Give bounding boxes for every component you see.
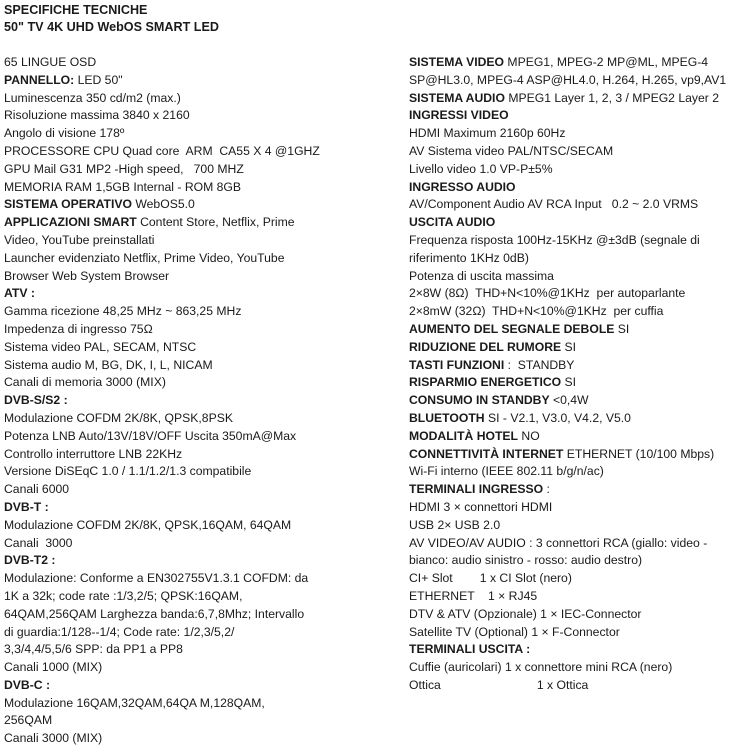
- spec-value: WebOS5.0: [131, 197, 195, 212]
- spec-line: bianco: audio sinistro - rosso: audio destro): [409, 553, 643, 568]
- spec-value: SI - V2.1, V3.0, V4.2, V5.0: [484, 410, 631, 425]
- spec-line: Cuffie (auricolari) 1 x connettore mini RCA (nero): [409, 660, 673, 675]
- spec-line: Versione DiSEqC 1.0 / 1.1/1.2/1.3 compatibile: [4, 464, 252, 479]
- spec-function-keys: [409, 357, 749, 375]
- spec-hotel-mode: [409, 428, 749, 446]
- spec-value: SI: [614, 321, 630, 336]
- section-heading-dvbt2: DVB-T2 :: [4, 553, 56, 568]
- right-column: [409, 54, 749, 695]
- spec-line: Canali 6000: [4, 482, 70, 497]
- spec-label: PANNELLO:: [4, 72, 75, 87]
- spec-line: di guardia:1/128--1/4; Code rate: 1/2,3/5,2/: [4, 624, 235, 639]
- spec-line: AV Sistema video PAL/NTSC/SECAM: [409, 143, 614, 158]
- section-heading-dvbt: DVB-T :: [4, 499, 49, 514]
- spec-line: Impedenza di ingresso 75Ω: [4, 321, 153, 336]
- spec-line: DTV & ATV (Opzionale) 1 × IEC-Connector: [409, 606, 642, 621]
- spec-line: Canali 3000: [4, 535, 73, 550]
- spec-label: CONSUMO IN STANDBY: [409, 393, 550, 408]
- spec-line: Frequenza risposta 100Hz-15KHz @±3dB (segnale di: [409, 232, 700, 247]
- spec-line: Modulazione: Conforme a EN302755V1.3.1 COFDM: da: [4, 571, 309, 586]
- doc-title: SPECIFICHE TECNICHE: [4, 3, 148, 17]
- spec-line: Video, YouTube preinstallati: [4, 232, 155, 247]
- spec-value: MPEG1, MPEG-2 MP@ML, MPEG-4: [504, 55, 709, 69]
- spec-value: 1 x Ottica: [536, 677, 589, 692]
- spec-line: Modulazione COFDM 2K/8K, QPSK,16QAM, 64QAM: [4, 517, 292, 532]
- spec-value: NO: [518, 428, 540, 443]
- spec-line: Potenza di uscita massima: [409, 268, 554, 283]
- spec-line: SP@HL3.0, MPEG-4 ASP@HL4.0, H.264, H.265, vp9,AV1: [409, 72, 727, 87]
- spec-label: BLUETOOTH: [409, 410, 485, 425]
- spec-label: AUMENTO DEL SEGNALE DEBOLE: [409, 321, 615, 336]
- spec-line: Wi-Fi interno (IEEE 802.11 b/g/n/ac): [409, 464, 604, 479]
- spec-line: CI+ Slot 1 x CI Slot (nero): [409, 571, 572, 586]
- spec-value: LED 50": [74, 72, 123, 87]
- spec-value: <0,4W: [549, 393, 589, 408]
- spec-line: AV/Component Audio AV RCA Input 0.2 ~ 2.0 VRMS: [409, 197, 699, 212]
- section-heading-input-terminals: [409, 481, 749, 499]
- section-heading-output-terminals: TERMINALI USCITA :: [409, 642, 531, 657]
- spec-line: ETHERNET 1 × RJ45: [409, 588, 538, 603]
- spec-line: Livello video 1.0 VP-P±5%: [409, 161, 553, 176]
- spec-os: [4, 196, 404, 214]
- spec-line: AV VIDEO/AV AUDIO : 3 connettori RCA (giallo: video -: [409, 535, 708, 550]
- document-header: [4, 2, 219, 36]
- spec-label: RIDUZIONE DEL RUMORE: [409, 339, 562, 354]
- spec-line: HDMI 3 × connettori HDMI: [409, 499, 553, 514]
- spec-line: Modulazione COFDM 2K/8K, QPSK,8PSK: [4, 410, 233, 425]
- spec-value: ETHERNET (10/100 Mbps): [563, 446, 715, 461]
- spec-energy-saving: [409, 374, 749, 392]
- spec-line: Angolo di visione 178º: [4, 126, 125, 141]
- spec-line: USB 2× USB 2.0: [409, 517, 501, 532]
- spec-line: Potenza LNB Auto/13V/18V/OFF Uscita 350mA@Max: [4, 428, 297, 443]
- spec-label: CONNETTIVITÀ INTERNET: [409, 446, 564, 461]
- spec-panel: [4, 72, 404, 90]
- spec-smart-apps: [4, 214, 404, 232]
- spec-line: Launcher evidenziato Netflix, Prime Video, YouTube: [4, 250, 285, 265]
- spec-value: Content Store, Netflix, Prime: [136, 215, 295, 230]
- left-column: [4, 54, 404, 748]
- spec-line: Luminescenza 350 cd/m2 (max.): [4, 90, 181, 105]
- spec-label: TASTI FUNZIONI: [409, 357, 505, 372]
- spec-line: 256QAM: [4, 713, 53, 728]
- spec-line: GPU Mail G31 MP2 -High speed, 700 MHZ: [4, 161, 244, 176]
- spec-line: Canali 3000 (MIX): [4, 731, 103, 746]
- spec-value: SI: [561, 339, 577, 354]
- spec-line: Sistema audio M, BG, DK, I, L, NICAM: [4, 357, 213, 372]
- spec-line: 2×8mW (32Ω) THD+N<10%@1KHz per cuffia: [409, 304, 664, 319]
- spec-label: MODALITÀ HOTEL: [409, 428, 518, 443]
- spec-line: 1K a 32k; code rate :1/3,2/5; QPSK:16QAM,: [4, 588, 243, 603]
- spec-weak-signal: [409, 321, 749, 339]
- spec-line: Sistema video PAL, SECAM, NTSC: [4, 339, 197, 354]
- section-heading-video-inputs: INGRESSI VIDEO: [409, 108, 509, 123]
- spec-value: MPEG1 Layer 1, 2, 3 / MPEG2 Layer 2: [504, 90, 719, 105]
- spec-internet: [409, 446, 749, 464]
- spec-line: Canali 1000 (MIX): [4, 660, 103, 675]
- spec-line: Satellite TV (Optional) 1 × F-Connector: [409, 624, 620, 639]
- spec-line: 3,3/4,4/5,5/6 SPP: da PP1 a PP8: [4, 642, 183, 657]
- section-heading-dvbc: DVB-C :: [4, 677, 51, 692]
- spec-label: TERMINALI INGRESSO: [409, 482, 544, 497]
- spec-bluetooth: [409, 410, 749, 428]
- spec-value: SI: [561, 375, 577, 390]
- spec-standby-consumption: [409, 392, 749, 410]
- spec-line: MEMORIA RAM 1,5GB Internal - ROM 8GB: [4, 179, 242, 194]
- spec-label: SISTEMA AUDIO: [409, 90, 505, 105]
- spec-line: Risoluzione massima 3840 x 2160: [4, 108, 190, 123]
- section-heading-dvbs: DVB-S/S2 :: [4, 393, 68, 408]
- spec-noise-reduction: [409, 339, 749, 357]
- spec-video-system: [409, 54, 749, 72]
- spec-osd-languages: 65 LINGUE OSD: [4, 55, 97, 69]
- spec-line: riferimento 1KHz 0dB): [409, 250, 529, 265]
- spec-audio-system: [409, 90, 749, 108]
- spec-optical: [409, 677, 749, 695]
- spec-label: SISTEMA VIDEO: [409, 55, 505, 69]
- spec-label: APPLICAZIONI SMART: [4, 215, 137, 230]
- spec-line: Gamma ricezione 48,25 MHz ~ 863,25 MHz: [4, 304, 242, 319]
- spec-label: RISPARMIO ENERGETICO: [409, 375, 562, 390]
- spec-line: Controllo interruttore LNB 22KHz: [4, 446, 183, 461]
- spec-line: 64QAM,256QAM Larghezza banda:6,7,8Mhz; Intervallo: [4, 606, 305, 621]
- section-heading-atv: ATV :: [4, 286, 35, 301]
- spec-line: 2×8W (8Ω) THD+N<10%@1KHz per autoparlante: [409, 286, 686, 301]
- section-heading-audio-input: INGRESSO AUDIO: [409, 179, 516, 194]
- spec-value: : STANDBY: [504, 357, 575, 372]
- spec-line: PROCESSORE CPU Quad core ARM CA55 X 4 @1GHZ: [4, 143, 320, 158]
- doc-subtitle: 50" TV 4K UHD WebOS SMART LED: [4, 20, 219, 34]
- spec-label: SISTEMA OPERATIVO: [4, 197, 132, 212]
- spec-line: Browser Web System Browser: [4, 268, 170, 283]
- spec-label: Ottica: [409, 677, 441, 692]
- spec-line: Canali di memoria 3000 (MIX): [4, 375, 166, 390]
- section-heading-audio-output: USCITA AUDIO: [409, 215, 496, 230]
- spec-value: :: [543, 482, 550, 497]
- spec-line: Modulazione 16QAM,32QAM,64QA M,128QAM,: [4, 695, 265, 710]
- spec-line: HDMI Maximum 2160p 60Hz: [409, 126, 566, 141]
